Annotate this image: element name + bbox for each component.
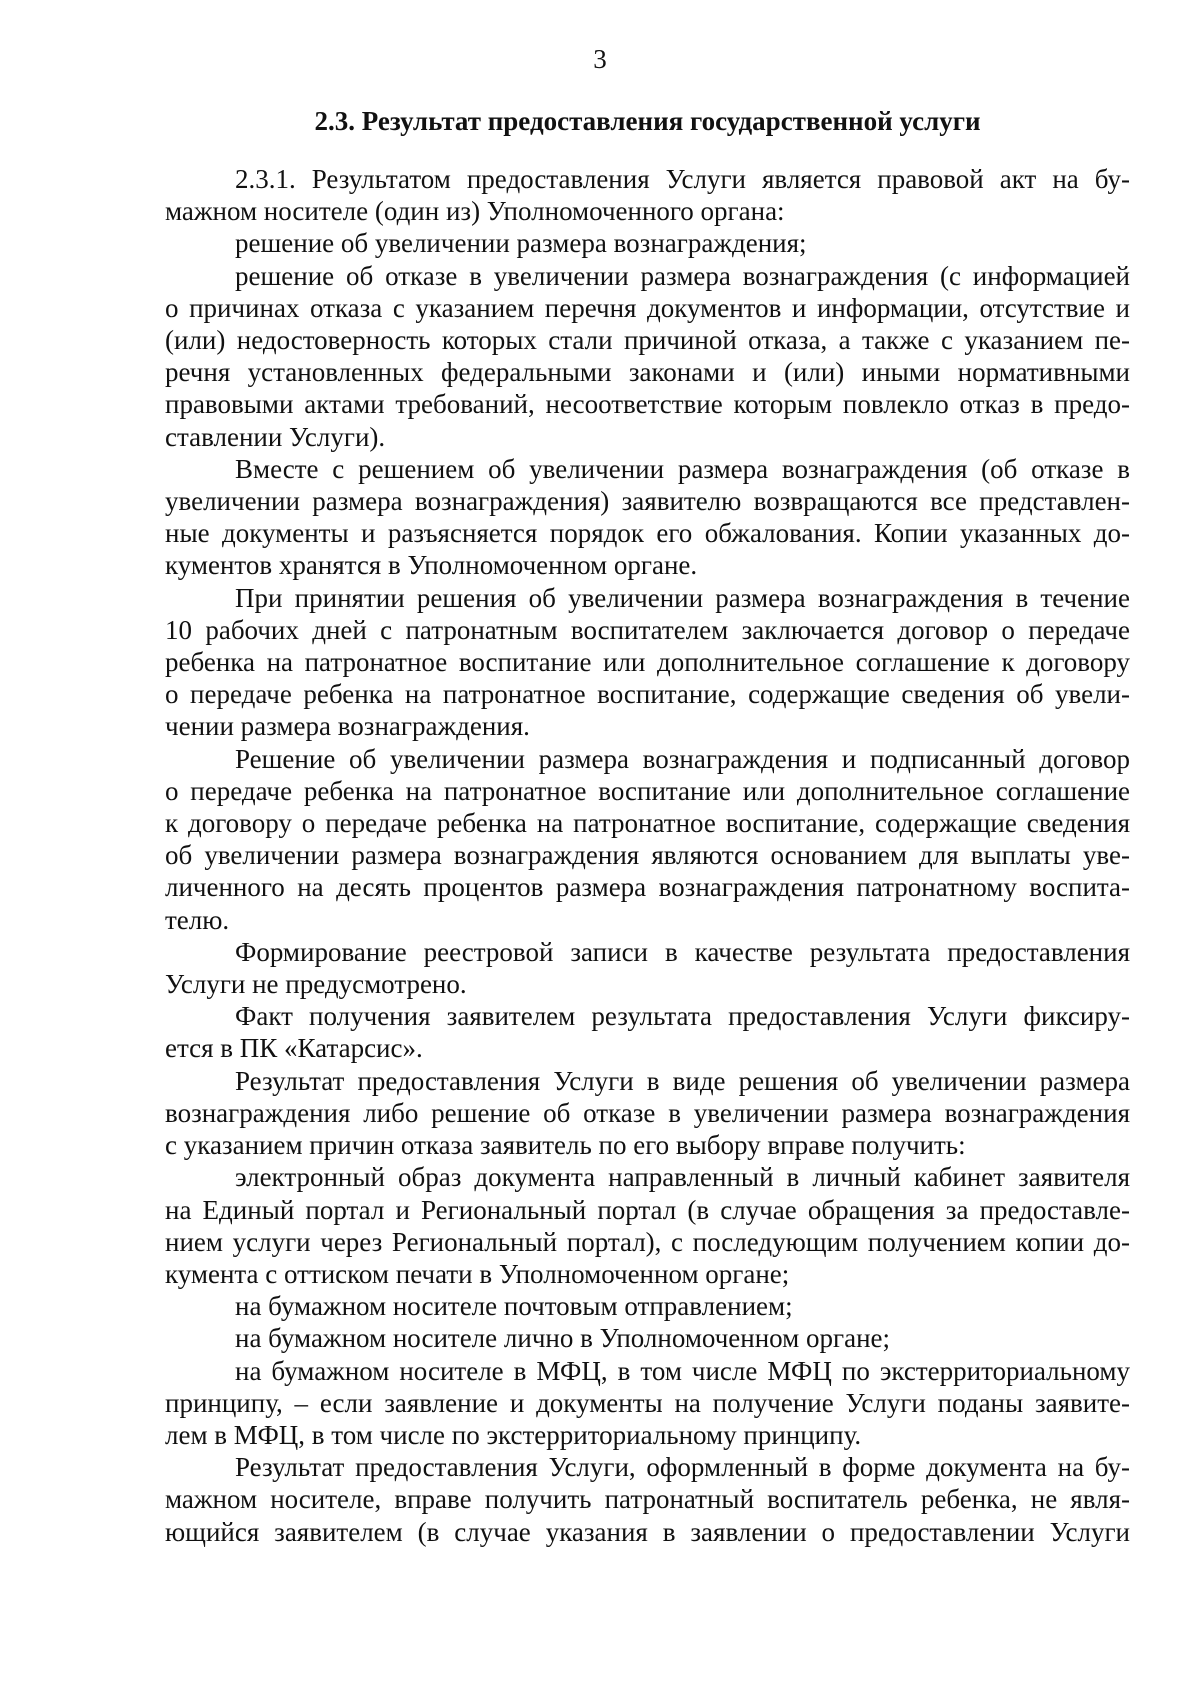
text-line: об увеличении размера вознаграждения являются основанием для выплаты уве-: [165, 840, 1130, 871]
paragraph: [165, 1290, 1130, 1322]
text-line: решение об увеличении размера вознаграждения;: [235, 228, 807, 259]
text-line: Результат предоставления Услуги в виде решения об увеличении размера: [235, 1065, 1130, 1096]
text-line: правовыми актами требований, несоответствие которым повлекло отказ в предо-: [165, 389, 1130, 420]
text-line: ется в ПК «Катарсис».: [165, 1033, 423, 1064]
text-line: При принятии решения об увеличении размера вознаграждения в течение: [235, 582, 1130, 613]
text-line: лем в МФЦ, в том числе по экстерриториальному принципу.: [165, 1419, 862, 1450]
text-line: ющийся заявителем (в случае указания в заявлении о предоставлении Услуги: [165, 1516, 1130, 1547]
text-line: телю.: [165, 904, 230, 935]
text-line: вознаграждения либо решение об отказе в увеличении размера вознаграждения: [165, 1097, 1130, 1128]
text-line: (или) недостоверность которых стали причиной отказа, а также с указанием пе-: [165, 325, 1130, 356]
paragraph: [165, 1355, 1130, 1452]
text-line: на бумажном носителе почтовым отправлением;: [235, 1291, 793, 1322]
text-line: Формирование реестровой записи в качестве результата предоставления: [235, 936, 1130, 967]
paragraph: [165, 227, 1130, 259]
paragraph: [165, 1065, 1130, 1162]
text-line: личенного на десять процентов размера вознаграждения патронатному воспита-: [165, 872, 1130, 903]
paragraph: [165, 743, 1130, 936]
text-line: ные документы и разъясняется порядок его обжалования. Копии указанных до-: [165, 518, 1130, 549]
text-line: кумента с оттиском печати в Уполномоченном органе;: [165, 1258, 790, 1289]
page-number: 3: [593, 44, 607, 74]
paragraph: [165, 1161, 1130, 1290]
text-line: 2.3.1. Результатом предоставления Услуги является правовой акт на бу-: [235, 164, 1130, 194]
paragraph: [165, 1322, 1130, 1354]
section-heading: 2.3. Результат предоставления государственной услуги: [314, 106, 981, 136]
text-line: о передаче ребенка на патронатное воспитание или дополнительное соглашение: [165, 775, 1130, 806]
paragraph: [165, 260, 1130, 453]
text-line: кументов хранятся в Уполномоченном органе.: [165, 550, 698, 581]
text-line: увеличении размера вознаграждения) заявителю возвращаются все представлен-: [165, 486, 1130, 517]
text-line: речня установленных федеральными законами и (или) иными нормативными: [165, 357, 1130, 388]
text-line: мажном носителе (один из) Уполномоченного органа:: [165, 196, 785, 227]
text-line: о передаче ребенка на патронатное воспитание, содержащие сведения об увели-: [165, 679, 1130, 710]
text-line: ребенка на патронатное воспитание или дополнительное соглашение к договору: [165, 647, 1130, 678]
text-line: о причинах отказа с указанием перечня документов и информации, отсутствие и: [165, 292, 1130, 323]
text-line: Факт получения заявителем результата предоставления Услуги фиксиру-: [235, 1001, 1130, 1032]
paragraph: [165, 1000, 1130, 1064]
text-line: на бумажном носителе в МФЦ, в том числе МФЦ по экстерриториальному: [235, 1355, 1130, 1386]
text-line: к договору о передаче ребенка на патронатное воспитание, содержащие сведения: [165, 808, 1130, 839]
text-line: с указанием причин отказа заявитель по его выбору вправе получить:: [165, 1130, 966, 1161]
text-line: принципу, – если заявление и документы на получение Услуги поданы заявите-: [165, 1387, 1130, 1418]
text-line: на Единый портал и Региональный портал (в случае обращения за предоставле-: [165, 1194, 1130, 1225]
paragraph: [165, 582, 1130, 743]
text-line: нием услуги через Региональный портал), с последующим получением копии до-: [165, 1226, 1130, 1257]
text-line: Результат предоставления Услуги, оформленный в форме документа на бу-: [235, 1452, 1130, 1483]
paragraph: [165, 163, 1130, 227]
paragraph: [165, 1451, 1130, 1548]
text-line: решение об отказе в увеличении размера вознаграждения (с информацией: [235, 260, 1130, 291]
text-line: мажном носителе, вправе получить патронатный воспитатель ребенка, не явля-: [165, 1484, 1130, 1515]
text-line: 10 рабочих дней с патронатным воспитателем заключается договор о передаче: [165, 614, 1130, 645]
text-line: электронный образ документа направленный в личный кабинет заявителя: [235, 1162, 1130, 1193]
body-text: [165, 163, 1130, 1548]
text-line: чении размера вознаграждения.: [165, 711, 530, 742]
text-line: Вместе с решением об увеличении размера вознаграждения (об отказе в: [235, 453, 1130, 484]
text-line: Услуги не предусмотрено.: [165, 969, 467, 1000]
text-line: на бумажном носителе лично в Уполномоченном органе;: [235, 1323, 891, 1354]
paragraph: [165, 936, 1130, 1000]
paragraph: [165, 453, 1130, 582]
text-line: ставлении Услуги).: [165, 421, 386, 452]
text-line: Решение об увеличении размера вознаграждения и подписанный договор: [235, 743, 1130, 774]
